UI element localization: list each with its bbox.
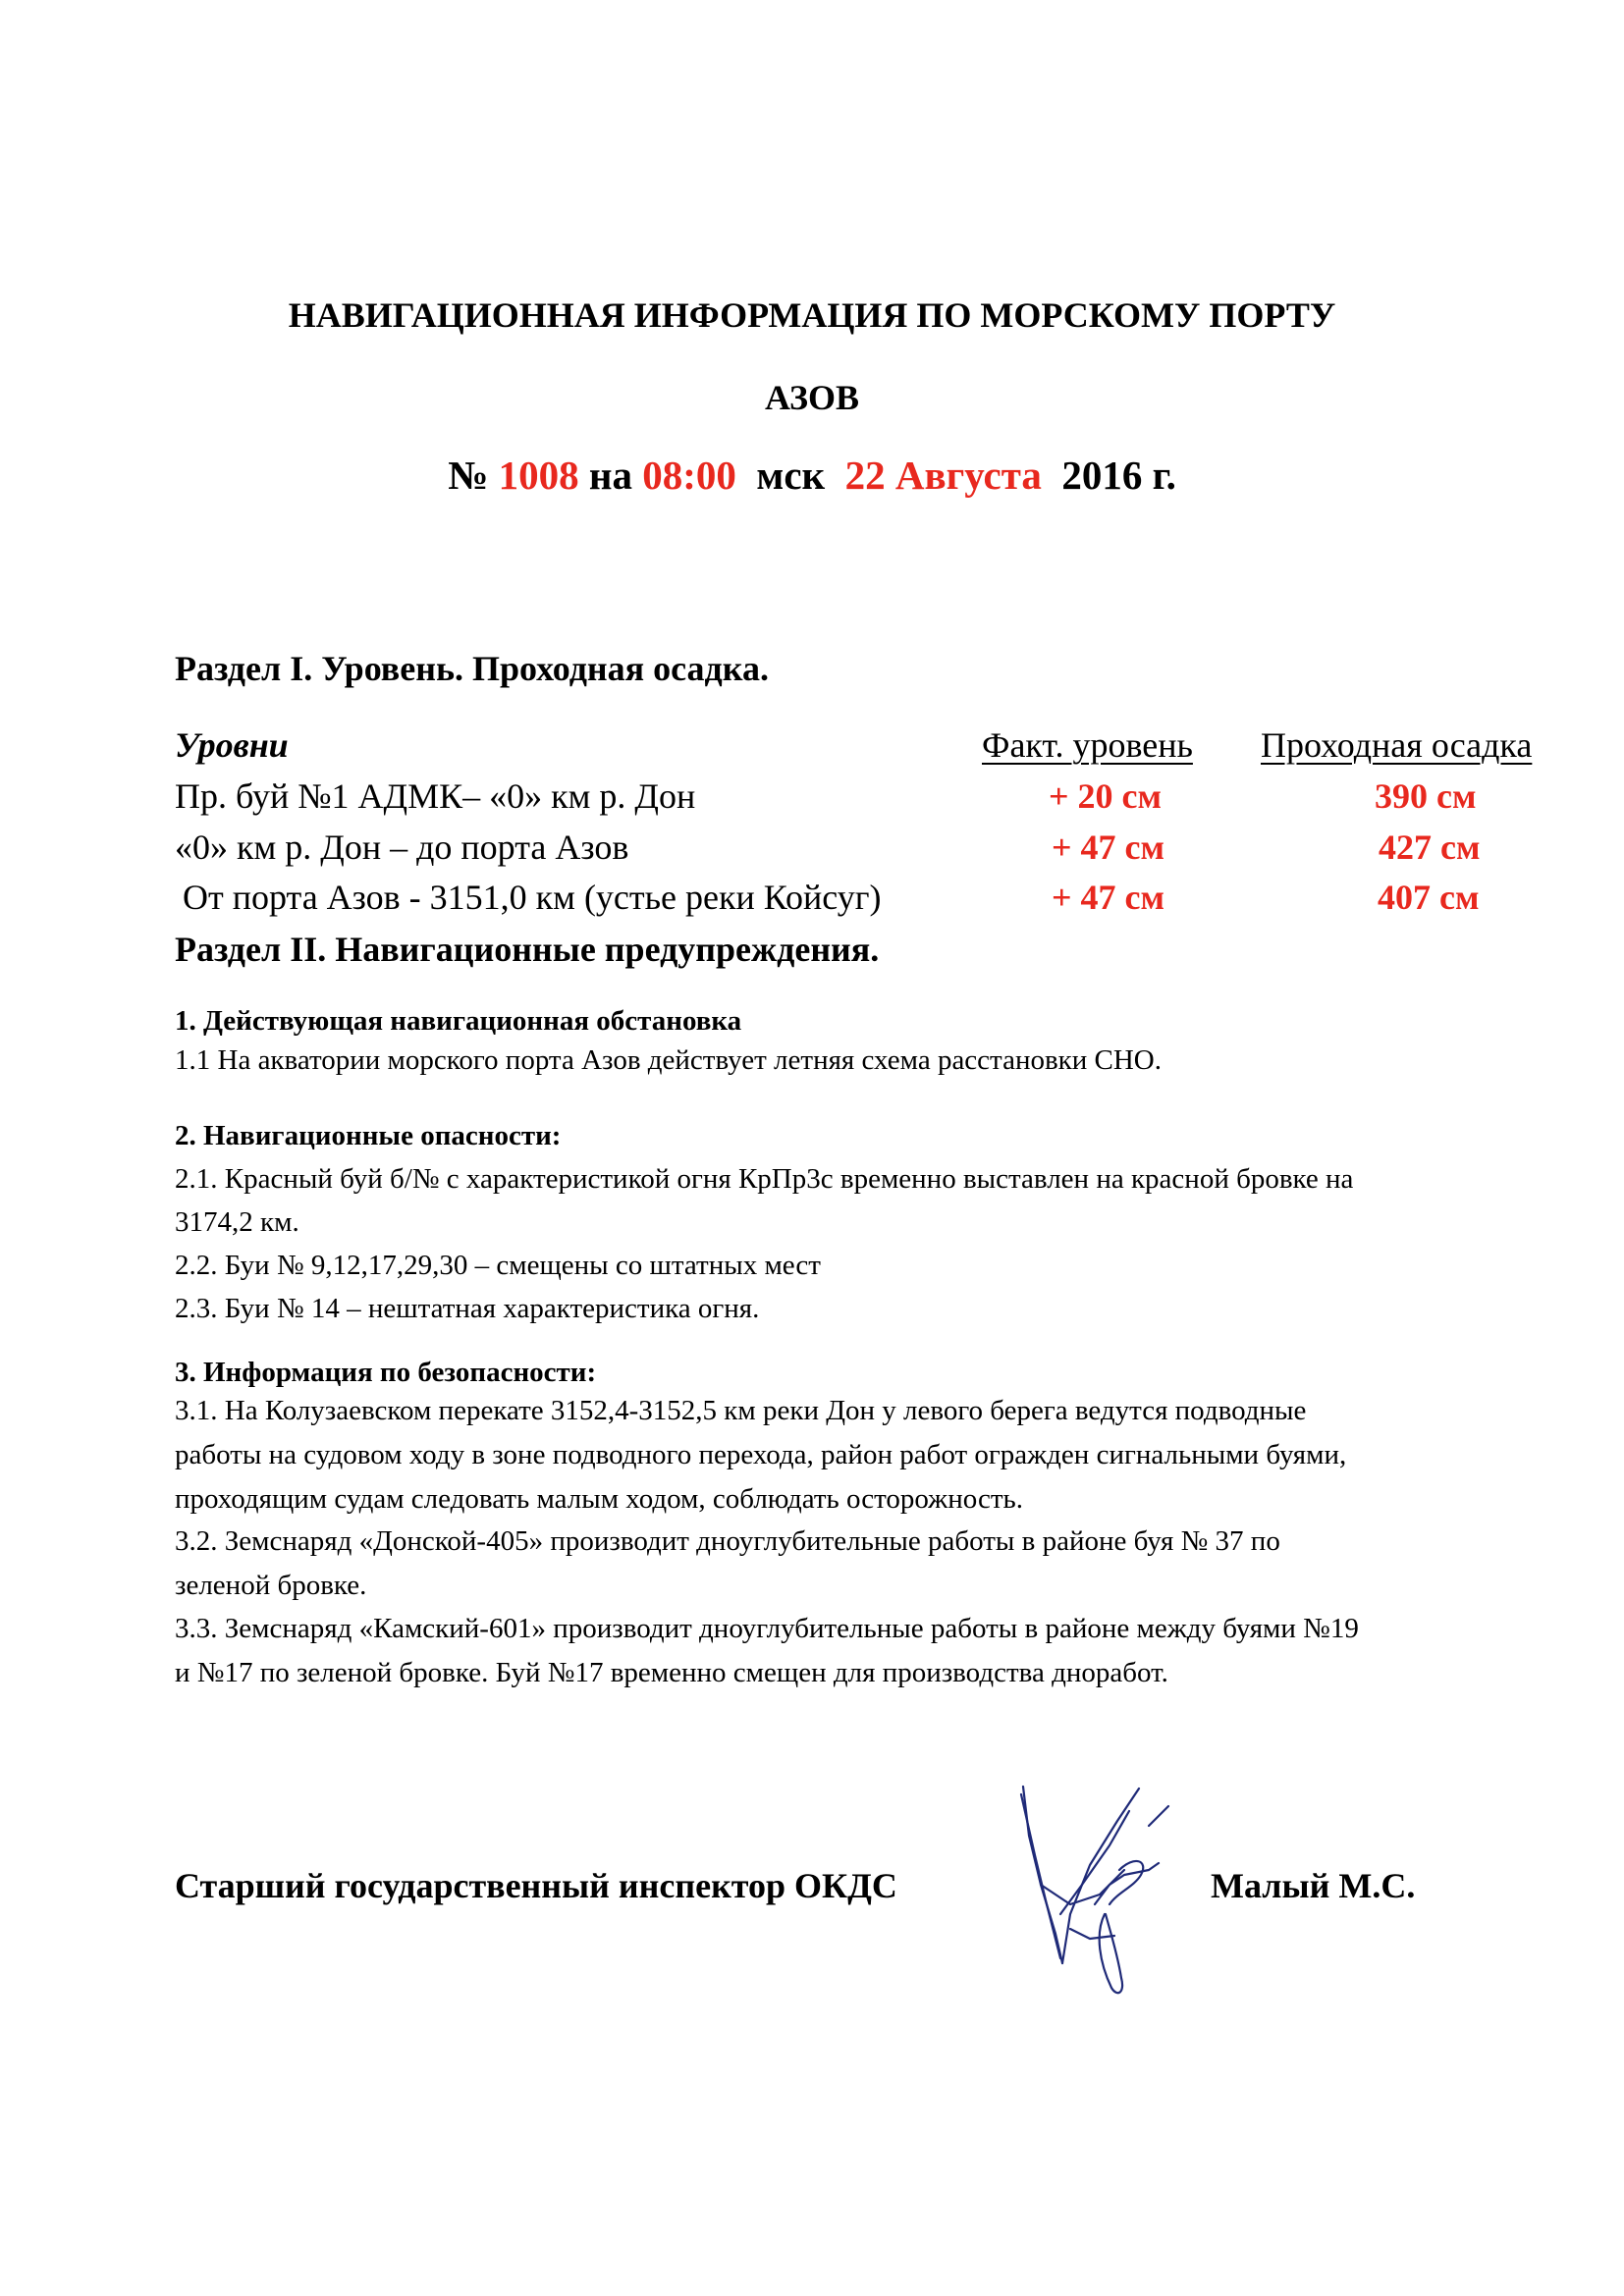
signatory-position: Старший государственный инспектор ОКДС xyxy=(175,1866,897,1905)
subsection2-title: 2. Навигационные опасности: xyxy=(175,1120,562,1151)
subsection3-line-1: 3.1. На Колузаевском перекате 3152,4-3152,5 км реки Дон у левого берега ведутся подводные xyxy=(175,1395,1307,1426)
level-row-2-actual: + 47 см xyxy=(1052,828,1165,867)
section1-heading: Раздел I. Уровень. Проходная осадка. xyxy=(175,649,769,688)
level-row-3-actual: + 47 см xyxy=(1052,878,1165,917)
subsection3-line-2: работы на судовом ходу в зоне подводного перехода, район работ огражден сигнальными буями, xyxy=(175,1439,1347,1470)
signatory-name: Малый М.С. xyxy=(1211,1866,1416,1905)
level-row-1-name: Пр. буй №1 АДМК– «0» км р. Дон xyxy=(175,776,696,816)
draft-column-header: Проходная осадка xyxy=(1261,725,1533,765)
number-sign: № xyxy=(448,453,489,498)
subsection2-line-2: 3174,2 км. xyxy=(175,1206,299,1238)
subsection1-line-1: 1.1 На акватории морского порта Азов действует летняя схема расстановки СНО. xyxy=(175,1044,1163,1076)
handwritten-signature xyxy=(1001,1767,1198,2002)
document-year: 2016 г. xyxy=(1061,453,1176,498)
document-title: НАВИГАЦИОННАЯ ИНФОРМАЦИЯ ПО МОРСКОМУ ПОРТУ xyxy=(288,295,1336,335)
level-row-1-actual: + 20 см xyxy=(1049,776,1163,816)
subsection3-title: 3. Информация по безопасности: xyxy=(175,1357,597,1388)
levels-column-header xyxy=(175,724,289,766)
subsection3-line-7: и №17 по зеленой бровке. Буй №17 временно смещен для производства днoработ. xyxy=(175,1657,1168,1688)
subsection2-line-4: 2.3. Буи № 14 – нештатная характеристика огня. xyxy=(175,1293,760,1324)
level-row-3-draft: 407 см xyxy=(1378,878,1480,917)
subsection2-line-3: 2.2. Буи № 9,12,17,29,30 – смещены со штатных мест xyxy=(175,1250,821,1281)
subsection1-title: 1. Действующая навигационная обстановка xyxy=(175,1005,742,1037)
timezone: мск xyxy=(756,453,826,498)
document-number-line xyxy=(0,452,1624,499)
level-row-2-draft: 427 см xyxy=(1379,828,1481,867)
subsection2-line-1: 2.1. Красный буй б/№ с характеристикой огня КрПр3с временно выставлен на красной бровке на xyxy=(175,1163,1354,1195)
level-row-2-name: «0» км р. Дон – до порта Азов xyxy=(175,828,629,867)
document-date: 22 Августа xyxy=(844,453,1042,498)
port-name: АЗОВ xyxy=(764,378,860,417)
subsection3-line-4: 3.2. Земснаряд «Донской-405» производит дноуглубительные работы в районе буя № 37 по xyxy=(175,1525,1280,1557)
subsection3-line-5: зеленой бровке. xyxy=(175,1570,367,1601)
document-number: 1008 xyxy=(498,453,579,498)
at-word: на xyxy=(588,453,632,498)
level-row-1-draft: 390 см xyxy=(1375,776,1477,816)
level-row-3-name: От порта Азов - 3151,0 км (устье реки Койсуг) xyxy=(183,878,882,917)
section2-heading: Раздел II. Навигационные предупреждения. xyxy=(175,930,880,969)
subsection3-line-6: 3.3. Земснаряд «Камский-601» производит дноуглубительные работы в районе между буями №19 xyxy=(175,1613,1359,1644)
subsection3-line-3: проходящим судам следовать малым ходом, соблюдать осторожность. xyxy=(175,1483,1023,1515)
levels-label: Уровни xyxy=(175,725,289,765)
actual-level-column-header: Факт. уровень xyxy=(982,725,1193,765)
document-time: 08:00 xyxy=(642,453,736,498)
